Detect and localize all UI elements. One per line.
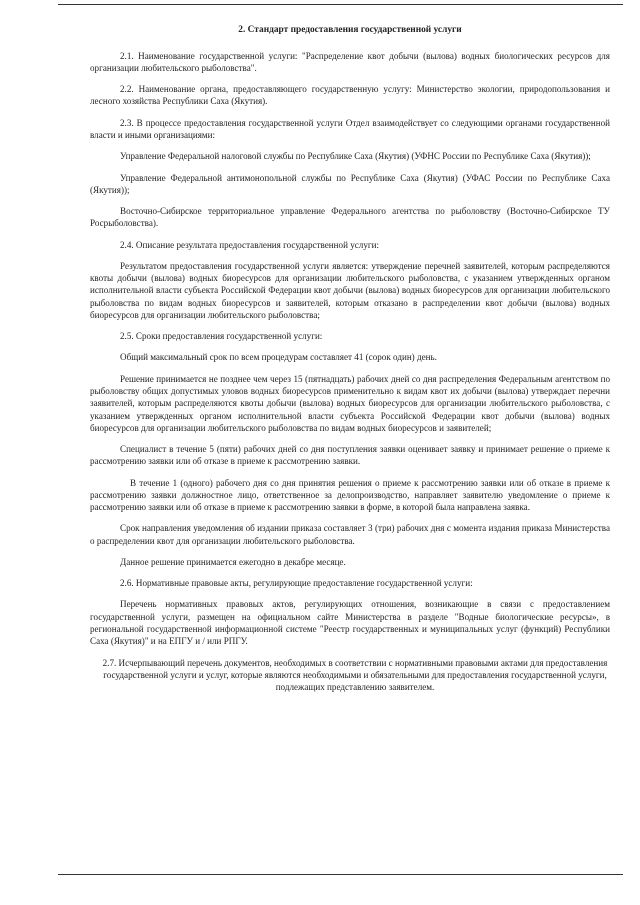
paragraph-2-4: 2.4. Описание результата предоставления государственной услуги: <box>120 239 380 250</box>
paragraph-rosrybolovstvo: Восточно-Сибирское территориальное управление Федерального агентства по рыболовству (Восточно-Сибирское ТУ Росрыболовства). <box>90 206 610 229</box>
paragraph-legal-acts: Перечень нормативных правовых актов, регулирующих отношения, возникающие в связи с предоставлением государственной услуги, размещен на официальном сайте Министерства в разделе "Водные биологические ресурсы», в региональной государственной информационной системе "Реестр государственных и муниципальных услуг (функций) Республики Саха (Якутия)" и на ЕПГУ и / или РПГУ. <box>90 599 610 647</box>
paragraph-2-3: 2.3. В процессе предоставления государственной услуги Отдел взаимодействует со следующими органами государственной власти и иными организациями: <box>90 117 610 141</box>
paragraph-annual-decision: Данное решение принимается ежегодно в декабре месяце. <box>120 556 346 567</box>
paragraph-result: Результатом предоставления государственной услуги является: утверждение перечней заявителей, которым распределяются квоты добычи (вылова) водных биоресурсов для организации любительского рыболовства, с указанием утвержденных органом исполнительной власти субъекта Российской Федерации квот добычи (вылова) водных биоресурсов для организации любительского рыболовства по видам водных биоресурсов и заявителей, которым отказано в распределении квот добычи (вылова) водных биоресурсов для организации любительского рыболовства; <box>90 260 610 320</box>
top-rule <box>58 4 623 5</box>
bottom-rule <box>58 874 623 875</box>
paragraph-total-term: Общий максимальный срок по всем процедурам составляет 41 (сорок один) день. <box>120 352 437 363</box>
paragraph-2-1: 2.1. Наименование государственной услуги: "Распределение квот добычи (вылова) водных биологических ресурсов для организации любительского рыболовства". <box>90 50 610 73</box>
paragraph-2-5: 2.5. Сроки предоставления государственной услуги: <box>120 331 323 342</box>
document-page <box>90 24 610 702</box>
paragraph-2-6: 2.6. Нормативные правовые акты, регулирующие предоставление государственной услуги: <box>120 578 473 589</box>
paragraph-2-2: 2.2. Наименование органа, предоставляющего государственную услугу: Министерство экологии, природопользования и лесного хозяйства Республики Саха (Якутия). <box>90 84 610 107</box>
paragraph-decision: Решение принимается не позднее чем через 15 (пятнадцать) рабочих дней со дня распределения Федеральным агентством по рыболовству общих допустимых уловов водных биоресурсов применительно к видам квот их добычи (вылова) утверждает перечни заявителей, которым распределяются квоты добычи (вылова) водных биоресурсов для организации любительского рыболовства, с указанием утвержденных органом исполнительной власти субъекта Российской Федерации квот добычи (вылова) водных биоресурсов для организации любительского рыболовства по видам водных биоресурсов и заявителей; <box>90 373 610 433</box>
paragraph-specialist: Специалист в течение 5 (пяти) рабочих дней со дня поступления заявки оценивает заявку и принимает решение о приеме к рассмотрению заявки или об отказе в приеме к рассмотрению заявки. <box>90 444 610 467</box>
paragraph-ufns: Управление Федеральной налоговой службы по Республике Саха (Якутия) (УФНС России по Республике Саха (Якутия)); <box>120 151 591 162</box>
paragraph-ufas: Управление Федеральной антимонопольной службы по Республике Саха (Якутия) (УФАС России по Республике Саха (Якутия)); <box>90 172 610 195</box>
paragraph-order-term: Срок направления уведомления об издании приказа составляет 3 (три) рабочих дня с момента издания приказа Министерства о распределении квот для организации любительского рыболовства. <box>90 523 610 546</box>
section-title: 2. Стандарт предоставления государственной услуги <box>238 25 462 35</box>
paragraph-2-7: 2.7. Исчерпывающий перечень документов, необходимых в соответствии с нормативными правовыми актами для предоставления государственной услуги и услуг, которые являются необходимыми и обязательными для предоставления государственной услуги, подлежащих представлению заявителем. <box>102 657 608 693</box>
paragraph-notification: В течение 1 (одного) рабочего дня со дня принятия решения о приеме к рассмотрению заявки или об отказе в приеме к рассмотрению заявки должностное лицо, ответственное за делопроизводство, направляет заявителю уведомление о приеме к рассмотрению заявки или об отказе в приеме к рассмотрению заявки в форме, в которой была направлена заявка. <box>90 477 610 513</box>
